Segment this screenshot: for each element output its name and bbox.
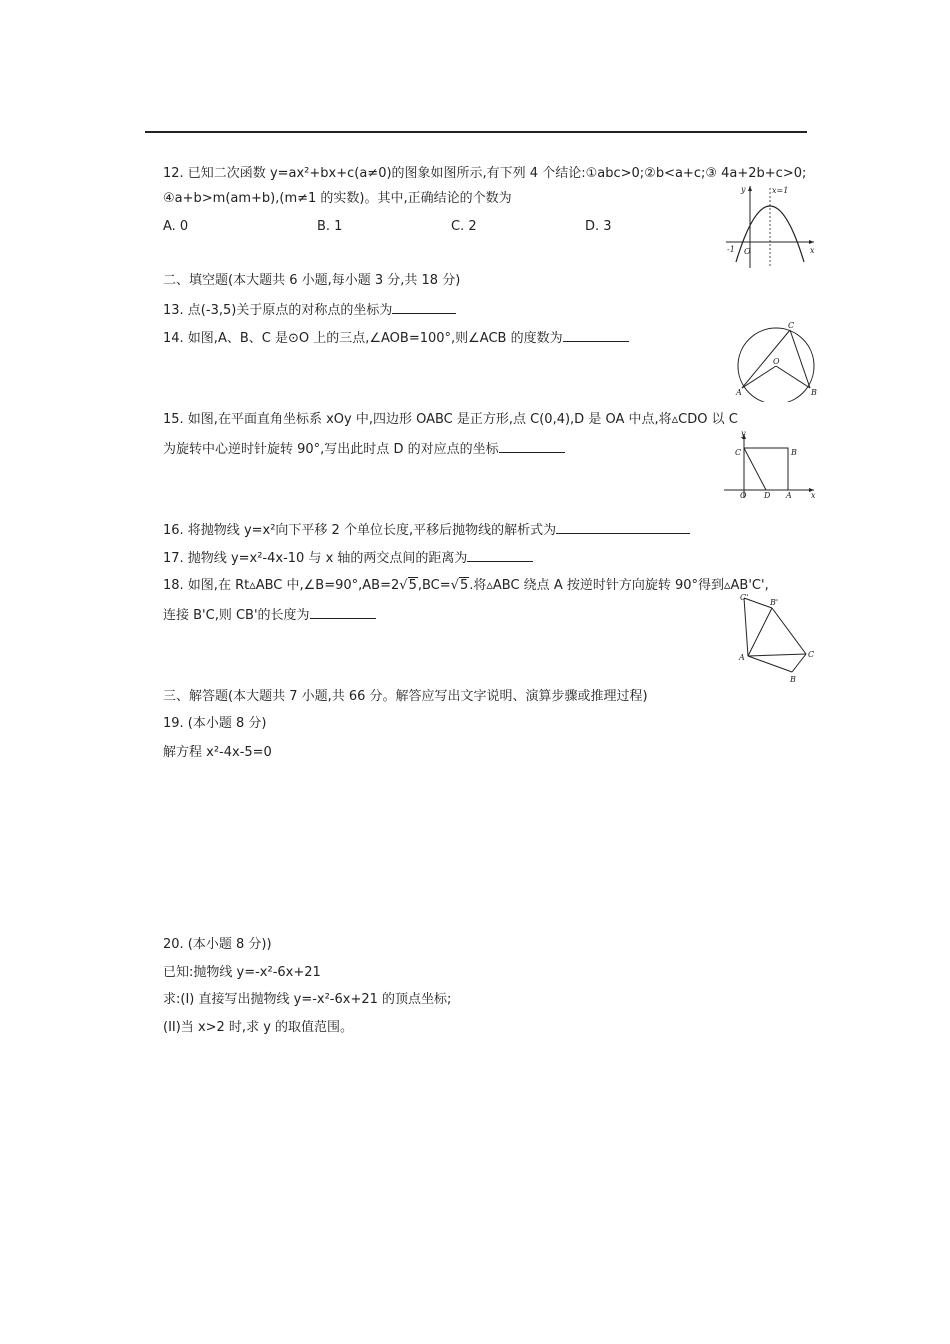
q13-answer-blank[interactable] <box>392 301 456 314</box>
q12-line2: ④a+b>m(am+b),(m≠1 的实数)。其中,正确结论的个数为 <box>163 191 512 206</box>
q16-question: 16. 将抛物线 y=x²向下平移 2 个单位长度,平移后抛物线的解析式为 <box>163 523 557 538</box>
q12-parabola-figure <box>722 180 818 272</box>
q17-question: 17. 抛物线 y=x²-4x-10 与 x 轴的两交点间的距离为 <box>163 551 468 566</box>
q18-segment-ac <box>748 654 806 656</box>
q19-body: 解方程 x²-4x-5=0 <box>163 745 272 760</box>
q13-text <box>163 301 456 319</box>
q18-label-a: A <box>739 653 745 662</box>
q15-label-y: y <box>741 429 746 438</box>
q18-line1-b: ,BC= <box>417 578 451 593</box>
q14-label-a: A <box>736 388 742 397</box>
q18-segment-ac1 <box>744 598 748 656</box>
q12-option-c: C. 2 <box>451 219 477 234</box>
q14-text <box>163 329 629 347</box>
q13-question: 13. 点(-3,5)关于原点的对称点的坐标为 <box>163 303 393 318</box>
q18-rotation-figure <box>736 594 816 686</box>
q17-text <box>163 549 533 567</box>
q18-sqrt-1: √5 <box>399 578 417 593</box>
q15-label-a: A <box>786 491 792 500</box>
q18-text2 <box>163 606 376 624</box>
q15-line2: 为旋转中心逆时针旋转 90°,写出此时点 D 的对应点的坐标 <box>163 442 499 457</box>
section3-title: 三、解答题(本大题共 7 小题,共 66 分。解答应写出文字说明、演算步骤或推理过程) <box>163 689 648 704</box>
q15-label-d: D <box>764 491 771 500</box>
q18-segment-ab1 <box>748 608 772 656</box>
q20-given: 已知:抛物线 y=-x²-6x+21 <box>163 965 321 980</box>
q15-label-x: x <box>811 491 816 500</box>
q12-line1: 12. 已知二次函数 y=ax²+bx+c(a≠0)的图象如图所示,有下列 4 个结论:①abc>0;②b<a+c;③ 4a+2b+c>0; <box>163 166 807 181</box>
q16-text <box>163 521 690 539</box>
q15-square-figure <box>722 428 818 500</box>
q14-radius-ob <box>776 366 810 388</box>
q15-label-b: B <box>791 448 797 457</box>
q18-sqrt-2-radicand: 5 <box>459 578 469 593</box>
q12-label-x: x <box>810 246 815 255</box>
q19-head: 19. (本小题 8 分) <box>163 716 267 731</box>
q17-answer-blank[interactable] <box>467 549 533 562</box>
q12-label-axis: x=1 <box>772 186 789 195</box>
q15-answer-blank[interactable] <box>499 440 565 453</box>
section2-title: 二、填空题(本大题共 6 小题,每小题 3 分,共 18 分) <box>163 273 461 288</box>
q12-option-d: D. 3 <box>585 219 612 234</box>
q20-ask2: (II)当 x>2 时,求 y 的取值范围。 <box>163 1020 354 1035</box>
q20-head: 20. (本小题 8 分)) <box>163 937 272 952</box>
q18-label-c1: C' <box>740 594 749 602</box>
q14-label-b: B <box>811 388 817 397</box>
q15-line1: 15. 如图,在平面直角坐标系 xOy 中,四边形 OABC 是正方形,点 C(0,4),D 是 OA 中点,将▵CDO 以 C <box>163 412 738 427</box>
q18-line2: 连接 B'C,则 CB'的长度为 <box>163 608 310 623</box>
q14-chord-cb <box>790 330 810 388</box>
q12-y-arrow <box>748 186 752 191</box>
q18-segment-b1c <box>772 608 806 654</box>
q12-option-b: B. 1 <box>317 219 343 234</box>
q18-answer-blank[interactable] <box>310 606 376 619</box>
q18-line1-a: 18. 如图,在 Rt▵ABC 中,∠B=90°,AB=2 <box>163 578 400 593</box>
q12-x-arrow <box>809 240 814 244</box>
q15-label-c: C <box>735 448 742 457</box>
q15-square-oabc <box>744 448 788 490</box>
q18-line1 <box>163 578 769 594</box>
q15-text2 <box>163 440 565 458</box>
q12-label-y: y <box>741 185 746 194</box>
q15-segment-cd <box>744 448 766 490</box>
q14-question: 14. 如图,A、B、C 是⊙O 上的三点,∠AOB=100°,则∠ACB 的度数为 <box>163 331 563 346</box>
q15-label-o: O <box>740 491 747 500</box>
q14-label-o: O <box>773 357 780 366</box>
q18-line1-c: .将▵ABC 绕点 A 按逆时针方向旋转 90°得到▵AB'C', <box>469 578 769 593</box>
q20-ask1: 求:(I) 直接写出抛物线 y=-x²-6x+21 的顶点坐标; <box>163 992 452 1007</box>
q18-label-b1: B' <box>770 598 779 607</box>
q18-segment-ab <box>748 656 792 672</box>
q12-label-neg1: -1 <box>727 245 735 254</box>
q12-option-a: A. 0 <box>163 219 189 234</box>
q18-sqrt-2: √5 <box>450 578 469 593</box>
q18-sqrt-1-radicand: 5 <box>408 578 417 593</box>
q14-circle-figure <box>732 320 822 402</box>
header-rule <box>145 131 807 133</box>
q18-label-c: C <box>808 650 815 659</box>
q18-segment-bc <box>792 654 806 672</box>
q12-label-o: O <box>744 247 751 256</box>
q14-label-c: C <box>788 321 795 330</box>
q14-radius-oa <box>742 366 776 388</box>
q18-label-b: B <box>790 675 796 684</box>
q16-answer-blank[interactable] <box>556 521 690 534</box>
q14-answer-blank[interactable] <box>563 329 629 342</box>
